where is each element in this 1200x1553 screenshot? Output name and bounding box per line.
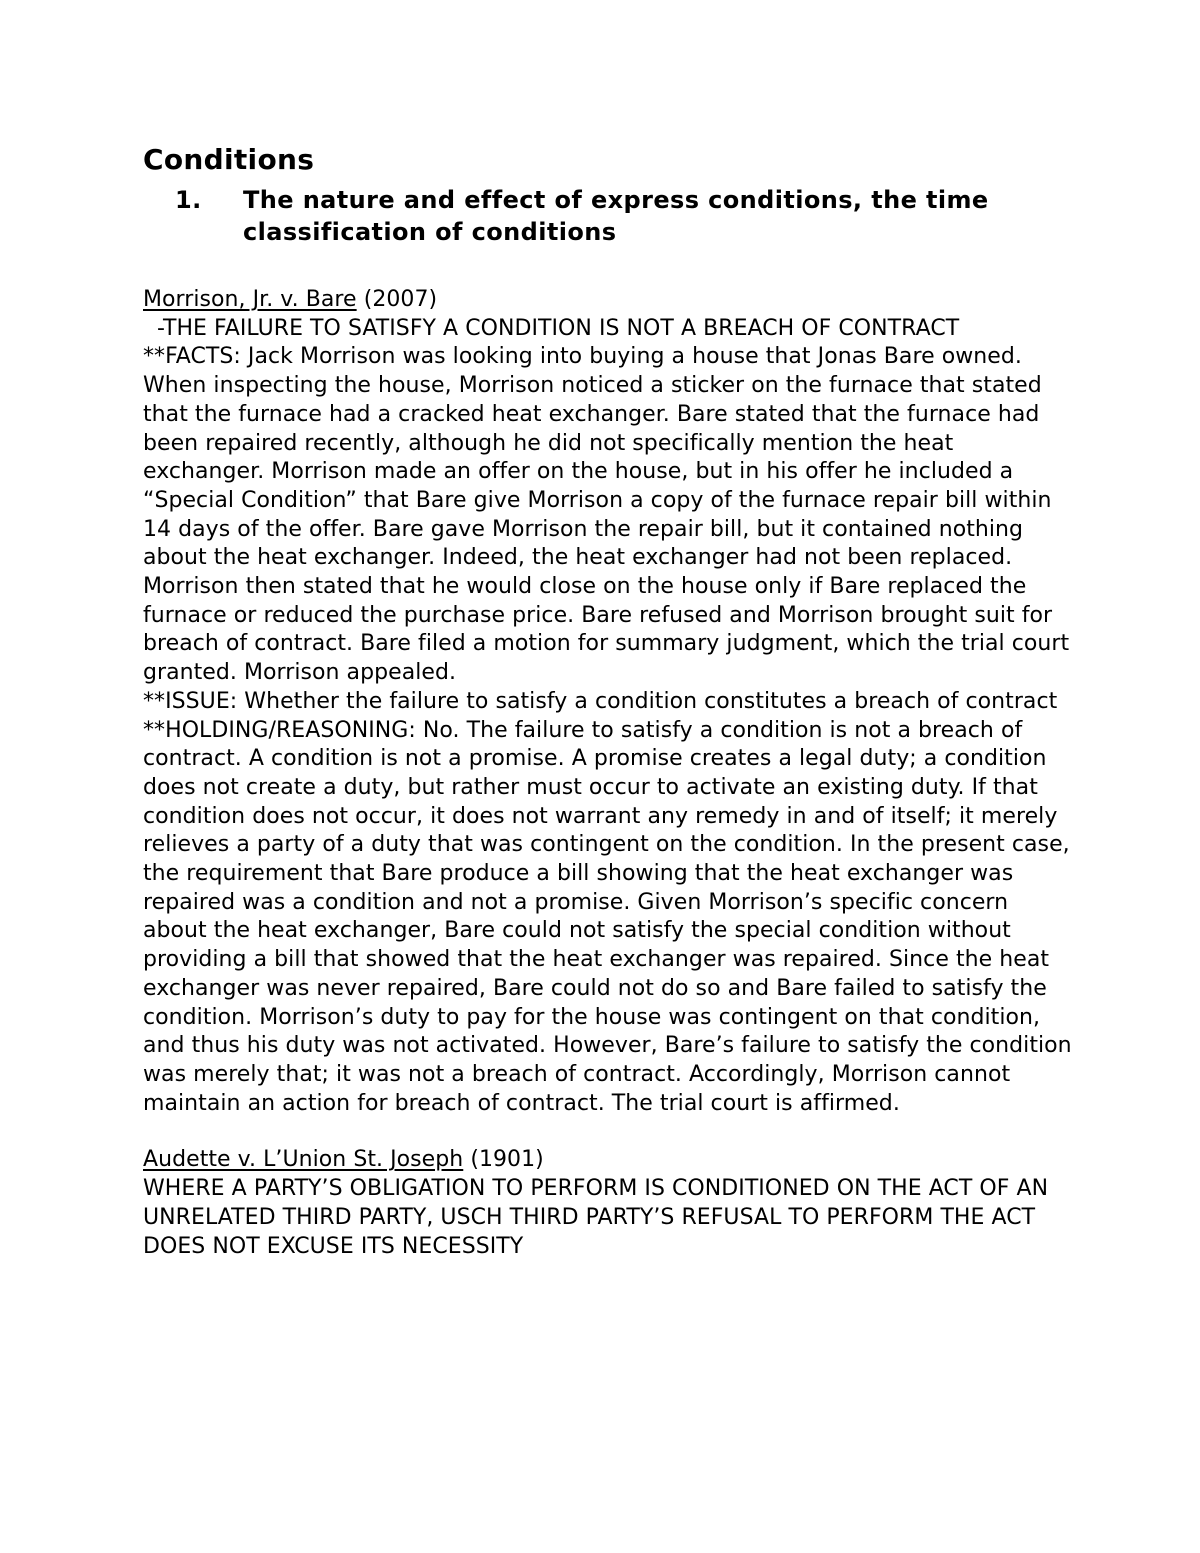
case-morrison	[143, 286, 1073, 1118]
case-name: Audette v. L’Union St. Joseph	[143, 1147, 464, 1173]
case-heading	[143, 1146, 1073, 1175]
case-heading	[143, 286, 1073, 315]
section-heading	[143, 184, 1073, 248]
case-issue: **ISSUE: Whether the failure to satisfy a condition constitutes a breach of contract	[143, 688, 1058, 714]
document-title: Conditions	[143, 143, 315, 176]
case-rule: -THE FAILURE TO SATISFY A CONDITION IS NOT A BREACH OF CONTRACT	[157, 315, 960, 341]
section-number: 1.	[175, 186, 202, 214]
case-name: Morrison, Jr. v. Bare	[143, 287, 357, 312]
case-audette	[143, 1146, 1073, 1261]
document-page	[143, 142, 1073, 1261]
case-facts: **FACTS: Jack Morrison was looking into buying a house that Jonas Bare owned. When inspecting the house, Morrison noticed a sticker on the furnace that stated that the furnace had a cracked heat exchanger. Bare stated that the furnace had been repaired recently, although he did not specifically mention the heat exchanger. Morrison made an offer on the house, but in his offer he included a “Special Condition” that Bare give Morrison a copy of the furnace repair bill within 14 days of the offer. Bare gave Morrison the repair bill, but it contained nothing about the heat exchanger. Indeed, the heat exchanger had not been replaced. Morrison then stated that he would close on the house only if Bare replaced the furnace or reduced the purchase price. Bare refused and Morrison brought suit for breach of contract. Bare filed a motion for summary judgment, which the trial court granted. Morrison appealed.	[143, 344, 1070, 686]
section-title: The nature and effect of express conditions, the time classification of conditions	[243, 186, 989, 246]
case-year: (2007)	[363, 287, 438, 312]
case-holding: **HOLDING/REASONING: No. The failure to satisfy a condition is not a breach of contract. A condition is not a promise. A promise creates a legal duty; a condition does not create a duty, but rather must occur to activate an existing duty. If that condition does not occur, it does not warrant any remedy in and of itself; it merely relieves a party of a duty that was contingent on the condition. In the present case, the requirement that Bare produce a bill showing that the heat exchanger was repaired was a condition and not a promise. Given Morrison’s specific concern about the heat exchanger, Bare could not satisfy the special condition without providing a bill that showed that the heat exchanger was repaired. Since the heat exchanger was never repaired, Bare could not do so and Bare failed to satisfy the condition. Morrison’s duty to pay for the house was contingent on that condition, and thus his duty was not activated. However, Bare’s failure to satisfy the condition was merely that; it was not a breach of contract. Accordingly, Morrison cannot maintain an action for breach of contract. The trial court is affirmed.	[143, 717, 1072, 1116]
case-year: (1901)	[470, 1147, 544, 1173]
case-rule: WHERE A PARTY’S OBLIGATION TO PERFORM IS CONDITIONED ON THE ACT OF AN UNRELATED THIRD PARTY, USCH THIRD PARTY’S REFUSAL TO PERFORM THE ACT DOES NOT EXCUSE ITS NECESSITY	[143, 1176, 1049, 1259]
